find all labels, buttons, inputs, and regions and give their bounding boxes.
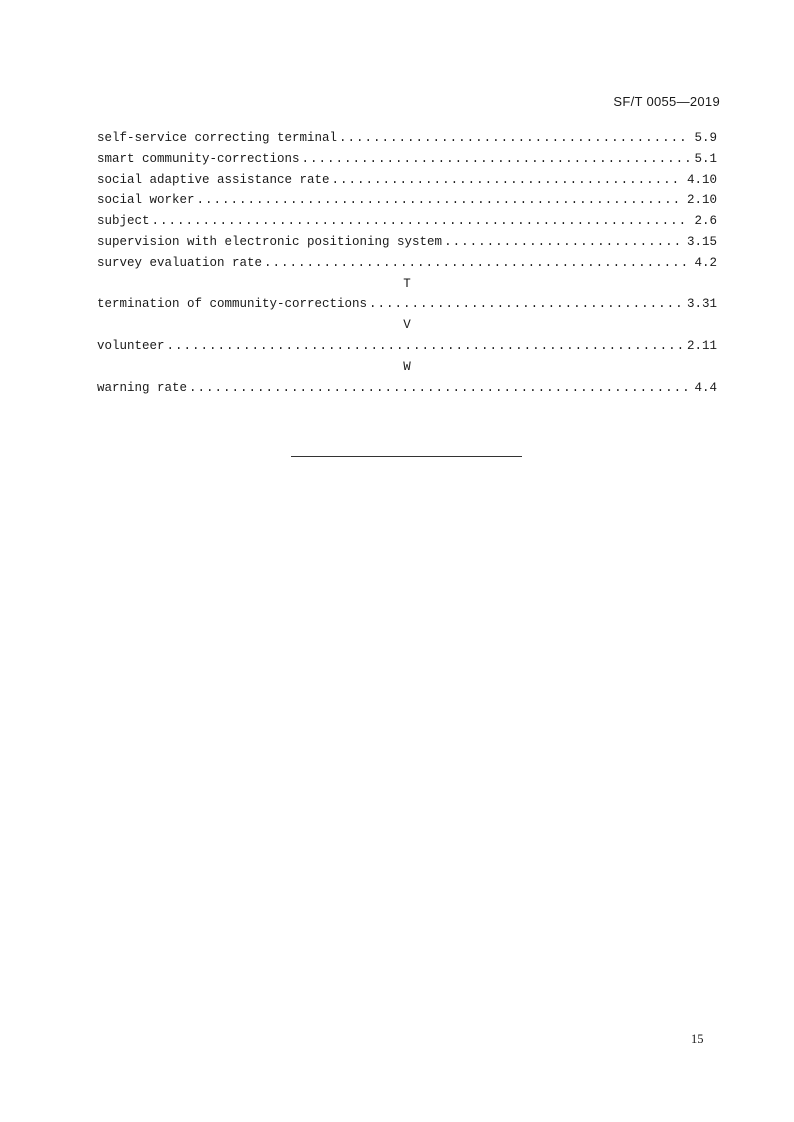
index-ref: 3.15 (686, 234, 717, 249)
index-entry (97, 170, 717, 191)
index-term: smart community-corrections (97, 151, 300, 166)
index-entry (97, 190, 717, 211)
index-ref: 4.4 (694, 380, 717, 395)
index-entry (97, 128, 717, 149)
index-ref: 5.1 (694, 151, 717, 166)
index-entry (97, 336, 717, 357)
index-entry (97, 211, 717, 232)
index-letter-heading: T (403, 276, 411, 291)
page-number: 15 (691, 1032, 704, 1046)
dot-leader (302, 149, 691, 170)
index-ref: 4.10 (686, 172, 717, 187)
index-letter-heading: W (403, 359, 411, 374)
index-term: supervision with electronic positioning system (97, 234, 443, 249)
index-entry (97, 253, 717, 274)
dot-leader (167, 336, 683, 357)
index-term: survey evaluation rate (97, 255, 263, 270)
index-term: termination of community-corrections (97, 297, 368, 312)
index-letter-heading: V (403, 318, 411, 333)
dot-leader (339, 128, 690, 149)
index-ref: 3.31 (686, 297, 717, 312)
index-ref: 2.10 (686, 193, 717, 208)
dot-leader (369, 294, 683, 315)
dot-leader (189, 378, 690, 399)
index-term: warning rate (97, 380, 188, 395)
index-term: self-service correcting terminal (97, 131, 338, 145)
index-term: social adaptive assistance rate (97, 172, 330, 187)
index-entry (97, 378, 717, 399)
index-entry (97, 294, 717, 315)
index-ref: 2.11 (686, 338, 717, 353)
index-term: subject (97, 214, 150, 229)
end-of-document-rule (291, 456, 522, 457)
dot-leader (444, 232, 683, 253)
term-index (97, 128, 717, 398)
index-entry (97, 232, 717, 253)
index-ref: 2.6 (694, 214, 717, 229)
index-ref: 5.9 (694, 131, 717, 145)
dot-leader (152, 211, 691, 232)
dot-leader (197, 190, 683, 211)
dot-leader (264, 253, 690, 274)
index-ref: 4.2 (694, 255, 717, 270)
index-entry (97, 149, 717, 170)
index-term: social worker (97, 193, 195, 208)
dot-leader (332, 170, 683, 191)
index-term: volunteer (97, 338, 165, 353)
document-code: SF/T 0055—2019 (613, 94, 720, 109)
